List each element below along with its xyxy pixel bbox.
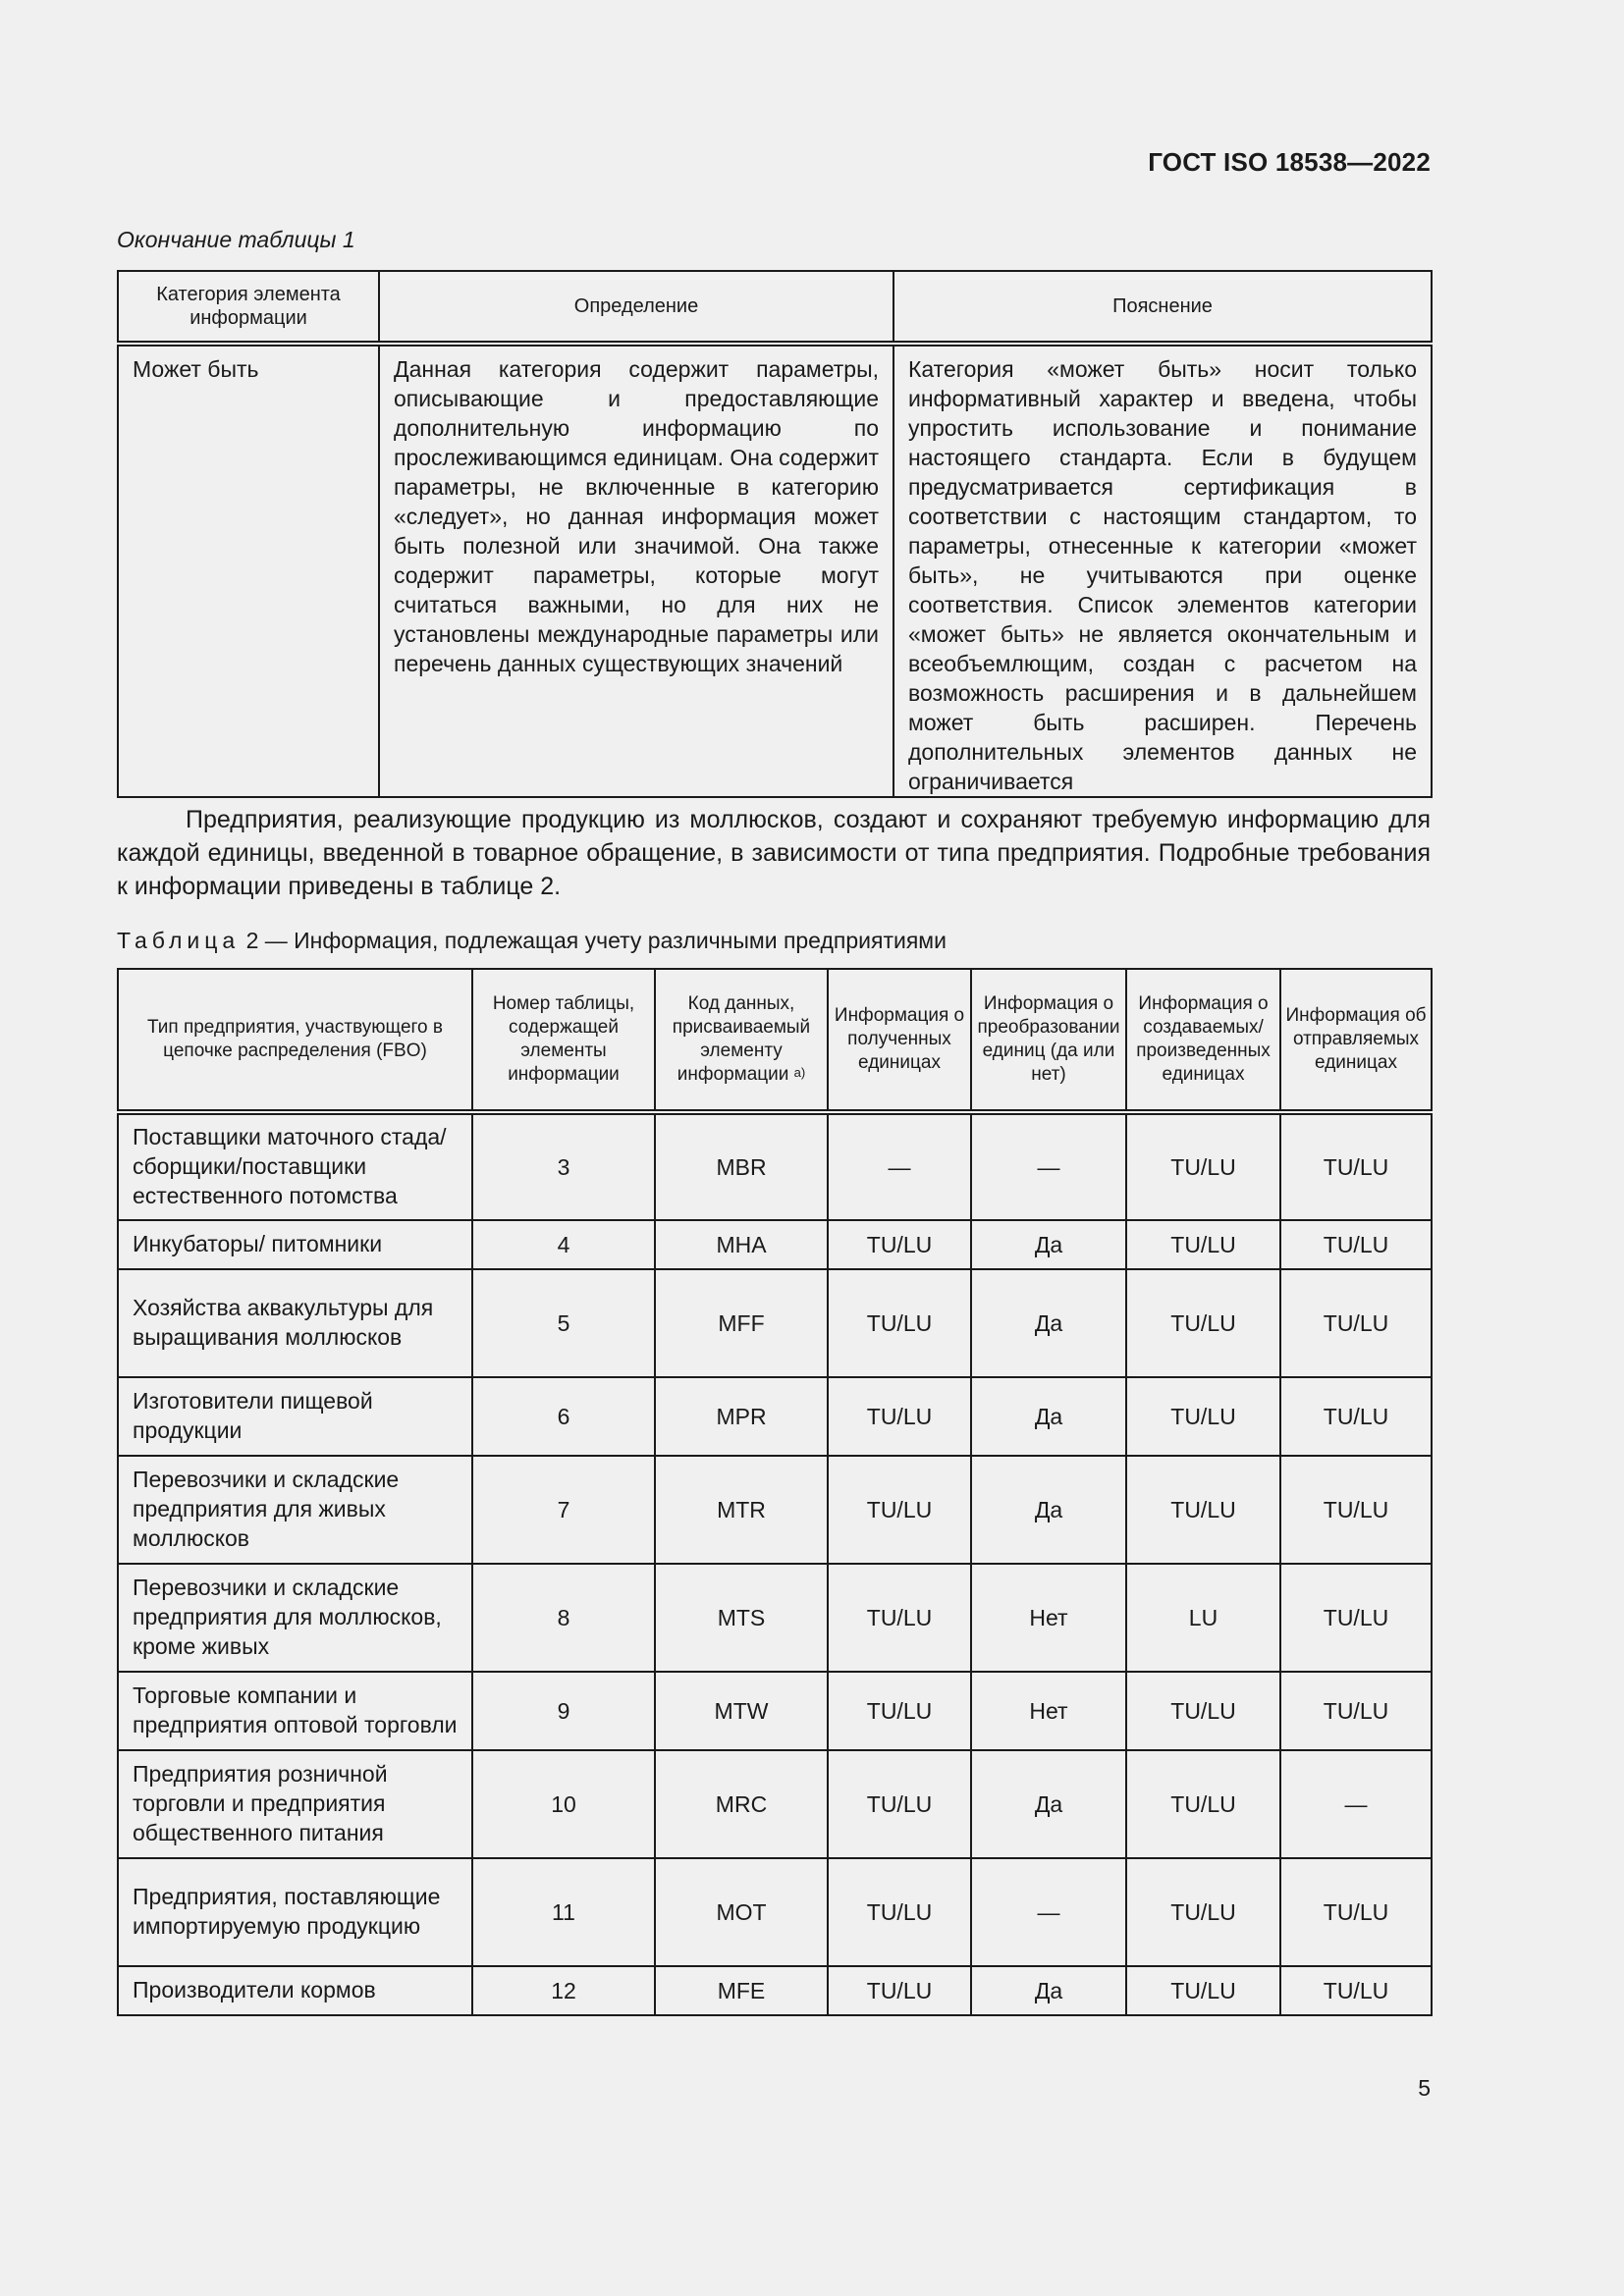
table2: [117, 968, 1433, 2016]
table2-cell-transformation: Да: [971, 1377, 1126, 1456]
table2-header-created: Информация о создаваемых/произведенных единицах: [1126, 969, 1280, 1112]
table2-header-table-number: Номер таблицы, содержащей элементы информации: [472, 969, 655, 1112]
table2-caption: [117, 928, 947, 954]
table2-cell-dispatched: TU/LU: [1280, 1269, 1432, 1377]
table2-cell-fbo-type: Предприятия розничной торговли и предприятия общественного питания: [118, 1750, 472, 1858]
table2-cell-data-code: MTR: [655, 1456, 828, 1564]
table2-cell-data-code: MRC: [655, 1750, 828, 1858]
table-row: [118, 1220, 1432, 1269]
table2-cell-table-number: 6: [472, 1377, 655, 1456]
table2-header-row: [118, 969, 1432, 1112]
table2-cell-received: TU/LU: [828, 1750, 971, 1858]
table2-cell-received: TU/LU: [828, 1377, 971, 1456]
table2-cell-table-number: 11: [472, 1858, 655, 1966]
table2-cell-created: LU: [1126, 1564, 1280, 1672]
table2-cell-fbo-type: Инкубаторы/ питомники: [118, 1220, 472, 1269]
table2-caption-label: Таблица: [117, 928, 241, 953]
table2-cell-created: TU/LU: [1126, 1456, 1280, 1564]
table1-header-definition: Определение: [379, 271, 893, 344]
table2-cell-transformation: Да: [971, 1220, 1126, 1269]
table-row: [118, 1377, 1432, 1456]
table2-cell-data-code: MTW: [655, 1672, 828, 1750]
table2-header-transformation: Информация о преобразовании единиц (да или нет): [971, 969, 1126, 1112]
table2-cell-dispatched: TU/LU: [1280, 1377, 1432, 1456]
table2-cell-created: TU/LU: [1126, 1672, 1280, 1750]
table2-cell-dispatched: TU/LU: [1280, 1858, 1432, 1966]
table2-body: [118, 1112, 1432, 2015]
table1-header-explanation: Пояснение: [893, 271, 1432, 344]
table-row: [118, 344, 1432, 797]
table1-cell-category: Может быть: [118, 344, 379, 797]
table1: [117, 270, 1433, 798]
table2-cell-dispatched: TU/LU: [1280, 1112, 1432, 1220]
table2-cell-fbo-type: Производители кормов: [118, 1966, 472, 2015]
table-row: [118, 1750, 1432, 1858]
table2-cell-dispatched: TU/LU: [1280, 1672, 1432, 1750]
table2-cell-dispatched: —: [1280, 1750, 1432, 1858]
table2-cell-dispatched: TU/LU: [1280, 1456, 1432, 1564]
table-row: [118, 1858, 1432, 1966]
table2-cell-transformation: Да: [971, 1966, 1126, 2015]
table2-cell-dispatched: TU/LU: [1280, 1220, 1432, 1269]
table2-caption-text: 2 — Информация, подлежащая учету различными предприятиями: [245, 928, 947, 953]
table2-cell-created: TU/LU: [1126, 1377, 1280, 1456]
table2-cell-fbo-type: Хозяйства аквакультуры для выращивания моллюсков: [118, 1269, 472, 1377]
table1-header-row: [118, 271, 1432, 344]
table-row: [118, 1966, 1432, 2015]
table2-cell-data-code: MFF: [655, 1269, 828, 1377]
table2-cell-transformation: Да: [971, 1269, 1126, 1377]
table2-cell-transformation: Да: [971, 1456, 1126, 1564]
table2-cell-created: TU/LU: [1126, 1220, 1280, 1269]
table2-cell-created: TU/LU: [1126, 1269, 1280, 1377]
table2-cell-received: TU/LU: [828, 1966, 971, 2015]
table2-cell-received: TU/LU: [828, 1220, 971, 1269]
table2-cell-received: TU/LU: [828, 1858, 971, 1966]
table-row: [118, 1269, 1432, 1377]
table2-cell-table-number: 8: [472, 1564, 655, 1672]
table2-cell-transformation: Да: [971, 1750, 1126, 1858]
table2-cell-table-number: 7: [472, 1456, 655, 1564]
table2-cell-fbo-type: Перевозчики и складские предприятия для моллюсков, кроме живых: [118, 1564, 472, 1672]
table2-cell-fbo-type: Предприятия, поставляющие импортируемую продукцию: [118, 1858, 472, 1966]
table2-header-data-code: [655, 969, 828, 1112]
table2-cell-fbo-type: Торговые компании и предприятия оптовой торговли: [118, 1672, 472, 1750]
document-standard-header: ГОСТ ISO 18538—2022: [1148, 147, 1431, 177]
table2-cell-data-code: MOT: [655, 1858, 828, 1966]
table1-caption: Окончание таблицы 1: [117, 227, 355, 252]
table2-cell-table-number: 4: [472, 1220, 655, 1269]
table2-cell-fbo-type: Поставщики маточного стада/сборщики/поставщики естественного потомства: [118, 1112, 472, 1220]
footnote-marker: а): [793, 1065, 806, 1080]
table2-header-data-code-text: Код данных, присваиваемый элементу информации: [672, 993, 811, 1085]
table2-cell-data-code: MHA: [655, 1220, 828, 1269]
table2-cell-table-number: 12: [472, 1966, 655, 2015]
table2-cell-data-code: MBR: [655, 1112, 828, 1220]
table2-cell-received: TU/LU: [828, 1564, 971, 1672]
table2-cell-created: TU/LU: [1126, 1966, 1280, 2015]
table-row: [118, 1456, 1432, 1564]
table2-cell-created: TU/LU: [1126, 1750, 1280, 1858]
table2-cell-transformation: —: [971, 1112, 1126, 1220]
table2-cell-table-number: 3: [472, 1112, 655, 1220]
table2-header-fbo-type: Тип предприятия, участвующего в цепочке распределения (FBO): [118, 969, 472, 1112]
page-number: 5: [1418, 2075, 1431, 2101]
table2-cell-fbo-type: Перевозчики и складские предприятия для живых моллюсков: [118, 1456, 472, 1564]
table1-header-category: Категория элемента информации: [118, 271, 379, 344]
table2-cell-fbo-type: Изготовители пищевой продукции: [118, 1377, 472, 1456]
table2-cell-data-code: MPR: [655, 1377, 828, 1456]
table2-cell-created: TU/LU: [1126, 1858, 1280, 1966]
table2-header-received: Информация о полученных единицах: [828, 969, 971, 1112]
table-row: [118, 1672, 1432, 1750]
table2-cell-dispatched: TU/LU: [1280, 1564, 1432, 1672]
table1-cell-definition: Данная категория содержит параметры, описывающие и предоставляющие дополнительную информацию по прослеживающимся единицам. Она содержит параметры, не включенные в категорию «следует», но данная информация может быть полезной или значимой. Она также содержит параметры, которые могут считаться важными, но для них не установлены международные параметры или перечень данных существующих значений: [379, 344, 893, 797]
table1-cell-explanation: Категория «может быть» носит только информативный характер и введена, чтобы упростить использование и понимание настоящего стандарта. Если в будущем предусматривается сертификация в соответствии с настоящим стандартом, то параметры, отнесенные к категории «может быть», не учитываются при оценке соответствия. Список элементов категории «может быть» не является окончательным и всеобъемлющим, создан с расчетом на возможность расширения и в дальнейшем может быть расширен. Перечень дополнительных элементов данных не ограничивается: [893, 344, 1432, 797]
table2-cell-data-code: MTS: [655, 1564, 828, 1672]
table2-cell-data-code: MFE: [655, 1966, 828, 2015]
table2-header-dispatched: Информация об отправляемых единицах: [1280, 969, 1432, 1112]
table2-cell-received: —: [828, 1112, 971, 1220]
table2-cell-dispatched: TU/LU: [1280, 1966, 1432, 2015]
table2-cell-table-number: 9: [472, 1672, 655, 1750]
table2-cell-transformation: Нет: [971, 1564, 1126, 1672]
table2-cell-received: TU/LU: [828, 1672, 971, 1750]
table2-cell-created: TU/LU: [1126, 1112, 1280, 1220]
table-row: [118, 1564, 1432, 1672]
table2-cell-table-number: 10: [472, 1750, 655, 1858]
table2-cell-transformation: —: [971, 1858, 1126, 1966]
table2-cell-transformation: Нет: [971, 1672, 1126, 1750]
table-row: [118, 1112, 1432, 1220]
table2-cell-received: TU/LU: [828, 1456, 971, 1564]
body-paragraph: Предприятия, реализующие продукцию из моллюсков, создают и сохраняют требуемую информацию для каждой единицы, введенной в товарное обращение, в зависимости от типа предприятия. Подробные требования к информации приведены в таблице 2.: [117, 806, 1431, 900]
table2-cell-received: TU/LU: [828, 1269, 971, 1377]
table2-cell-table-number: 5: [472, 1269, 655, 1377]
